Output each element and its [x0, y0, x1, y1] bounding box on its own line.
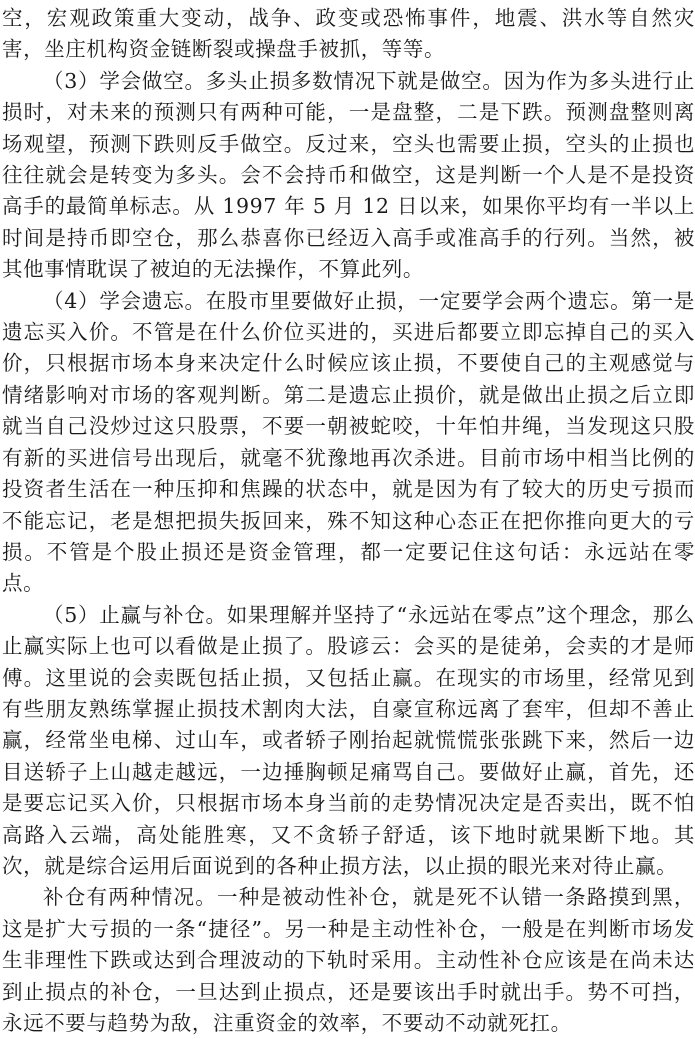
- paragraph-continuation: 空，宏观政策重大变动，战争、政变或恐怖事件，地震、洪水等自然灾害，坐庄机构资金链断裂或操盘手被抓，等等。: [2, 6, 695, 62]
- paragraph-learn-forgetting: （4）学会遗忘。在股市里要做好止损，一定要学会两个遗忘。第一是遗忘买入价。不管是在什么价位买进的，买进后都要立即忘掉自己的买入价，只根据市场本身来决定什么时候应该止损，不要使自己的主观感觉与情绪影响对市场的客观判断。第二是遗忘止损价，就是做出止损之后立即就当自己没炒过这只股票，不要一朝被蛇咬，十年怕井绳，当发现这只股有新的买进信号出现后，就毫不犹豫地再次杀进。目前市场中相当比例的投资者生活在一种压抑和焦躁的状态中，就是因为有了较大的历史亏损而不能忘记，老是想把损失扳回来，殊不知这种心态正在把你推向更大的亏损。不管是个股止损还是资金管理，都一定要记住这句话：永远站在零点。: [2, 288, 695, 596]
- paragraph-learn-short-selling: （3）学会做空。多头止损多数情况下就是做空。因为作为多头进行止损时，对未来的预测只有两种可能，一是盘整，二是下跌。预测盘整则离场观望，预测下跌则反手做空。反过来，空头也需要止损，空头的止损也往往就会是转变为多头。会不会持币和做空，这是判断一个人是不是投资高手的最简单标志。从 1997 年 5 月 12 日以来，如果你平均有一半以上时间是持币即空仓，那么恭喜你已经迈入高手或准高手的行列。当然，被其他事情耽误了被迫的无法操作，不算此列。: [2, 68, 695, 282]
- paragraph-take-profit-and-averaging: （5）止赢与补仓。如果理解并坚持了“永远站在零点”这个理念，那么止赢实际上也可以看做是止损了。股谚云：会买的是徒弟，会卖的才是师傅。这里说的会卖既包括止损，又包括止赢。在现实的市场里，经常见到有些朋友熟练掌握止损技术割肉大法，自豪宣称远离了套牢，但却不善止赢，经常坐电梯、过山车，或者轿子刚抬起就慌慌张张跳下来，然后一边目送轿子上山越走越远，一边捶胸顿足痛骂自己。要做好止赢，首先，还是要忘记买入价，只根据市场本身当前的走势情况决定是否卖出，既不怕高路入云端，高处能胜寒，又不贪轿子舒适，该下地时就果断下地。其次，就是综合运用后面说到的各种止损方法，以止损的眼光来对待止赢。: [2, 602, 695, 878]
- paragraph-averaging-types: 补仓有两种情况。一种是被动性补仓，就是死不认错一条路摸到黑，这是扩大亏损的一条“捷径”。另一种是主动性补仓，一般是在判断市场发生非理性下跌或达到合理波动的下轨时采用。主动性补仓应该是在尚未达到止损点的补仓，一旦达到止损点，还是要该出手时就出手。势不可挡，永远不要与趋势为敌，注重资金的效率，不要动不动就死扛。: [2, 885, 695, 1035]
